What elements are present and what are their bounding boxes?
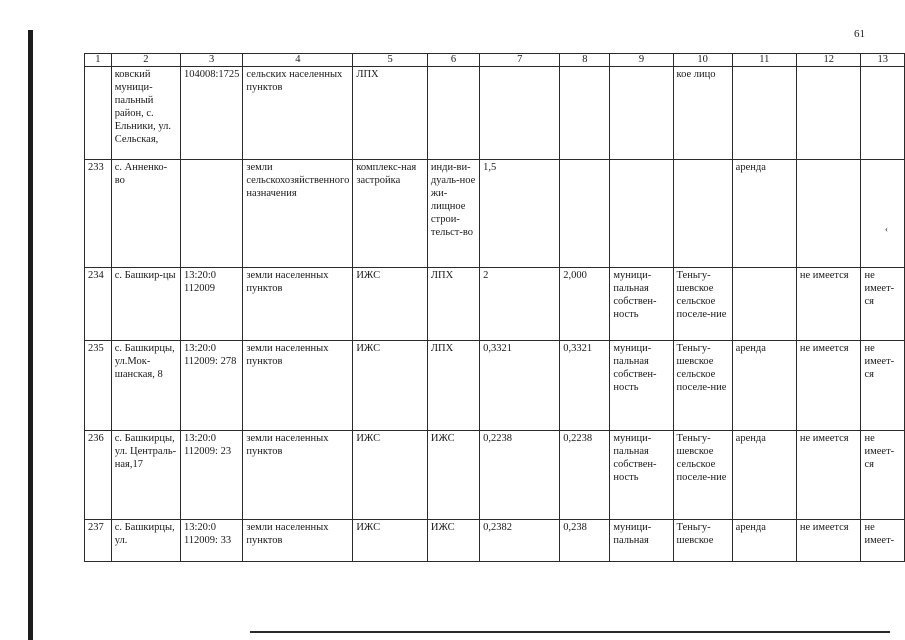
table-cell: с. Башкирцы, ул. [111, 520, 180, 562]
table-cell: не имеет-ся [861, 431, 905, 520]
table-cell: 0,2382 [480, 520, 560, 562]
column-number: 5 [353, 54, 428, 67]
table-cell: муници-пальная собствен-ность [610, 431, 673, 520]
table-cell: 13:20:0 112009: 23 [180, 431, 242, 520]
table-cell: с. Анненко-во [111, 160, 180, 268]
table-cell [85, 67, 112, 160]
table-cell: не имеется [796, 520, 861, 562]
table-cell [560, 160, 610, 268]
table-cell [861, 67, 905, 160]
table-cell: не имеется [796, 268, 861, 341]
table-cell [673, 160, 732, 268]
table-row [85, 67, 905, 160]
table-cell: 13:20:0 112009: 278 [180, 341, 242, 431]
table-cell: Теньгу-шевское сельское поселе-ние [673, 268, 732, 341]
column-number: 2 [111, 54, 180, 67]
table-cell: 0,3321 [560, 341, 610, 431]
table-cell: земли населенных пунктов [243, 520, 353, 562]
column-number: 1 [85, 54, 112, 67]
column-number: 7 [480, 54, 560, 67]
column-number: 9 [610, 54, 673, 67]
table-cell: ковский муници-пальный район, с. Ельники, ул. Сельская, [111, 67, 180, 160]
table-cell: ЛПХ [427, 341, 479, 431]
table-row [85, 341, 905, 431]
column-number: 10 [673, 54, 732, 67]
column-number: 11 [732, 54, 796, 67]
table-cell: с. Башкирцы, ул.Мок-шанская, 8 [111, 341, 180, 431]
column-number: 6 [427, 54, 479, 67]
table-cell: не имеется [796, 431, 861, 520]
table-cell: аренда [732, 520, 796, 562]
table-cell: земли населенных пунктов [243, 431, 353, 520]
table-cell: не имеет-ся [861, 268, 905, 341]
column-number: 12 [796, 54, 861, 67]
table-cell: ИЖС [427, 431, 479, 520]
table-cell: не имеет-ся [861, 341, 905, 431]
table-cell: 104008:1725 [180, 67, 242, 160]
scan-edge-bar [28, 30, 33, 640]
table-cell: 2 [480, 268, 560, 341]
table-cell: 13:20:0 112009: 33 [180, 520, 242, 562]
column-number-row [85, 54, 905, 67]
table-cell: не имеет- [861, 520, 905, 562]
table-cell: Теньгу-шевское [673, 520, 732, 562]
table-cell: с. Башкир-цы [111, 268, 180, 341]
column-number: 13 [861, 54, 905, 67]
table-row [85, 520, 905, 562]
scan-bottom-line [250, 631, 890, 633]
table-cell: аренда [732, 341, 796, 431]
table-cell: с. Башкирцы, ул. Централь-ная,17 [111, 431, 180, 520]
column-number: 4 [243, 54, 353, 67]
table-cell: земли населенных пунктов [243, 268, 353, 341]
table-cell: 234 [85, 268, 112, 341]
table-cell: 237 [85, 520, 112, 562]
table-cell: ИЖС [353, 520, 428, 562]
table-cell: 236 [85, 431, 112, 520]
table-cell: 0,238 [560, 520, 610, 562]
table-cell: 0,2238 [560, 431, 610, 520]
table-cell [427, 67, 479, 160]
table-cell [732, 67, 796, 160]
column-number: 3 [180, 54, 242, 67]
table-cell [861, 160, 905, 268]
table-cell: муници-пальная собствен-ность [610, 268, 673, 341]
table-cell: инди-ви-дуаль-ное жи-лищное строи-тельст-во [427, 160, 479, 268]
table-cell [180, 160, 242, 268]
table-cell [796, 160, 861, 268]
table-cell: ИЖС [427, 520, 479, 562]
table-cell: 0,2238 [480, 431, 560, 520]
table-cell: 13:20:0 112009 [180, 268, 242, 341]
table-cell: земли сельскохозяйственного назначения [243, 160, 353, 268]
table-cell: ИЖС [353, 268, 428, 341]
table-row [85, 431, 905, 520]
table-cell: аренда [732, 431, 796, 520]
table-cell [560, 67, 610, 160]
table-cell: ЛПХ [427, 268, 479, 341]
table-cell: комплекс-ная застройка [353, 160, 428, 268]
table-cell: сельских населенных пунктов [243, 67, 353, 160]
land-plots-table [84, 53, 905, 562]
scan-mark: ‹ [885, 224, 888, 234]
table-cell: 233 [85, 160, 112, 268]
table-cell: 2,000 [560, 268, 610, 341]
table-cell [610, 160, 673, 268]
table-cell: 235 [85, 341, 112, 431]
table-cell: Теньгу-шевское сельское поселе-ние [673, 431, 732, 520]
table-cell [610, 67, 673, 160]
table-cell: не имеется [796, 341, 861, 431]
table-cell: 0,3321 [480, 341, 560, 431]
table-cell [480, 67, 560, 160]
table-cell: муници-пальная собствен-ность [610, 341, 673, 431]
table-cell: ИЖС [353, 341, 428, 431]
table-cell: муници-пальная [610, 520, 673, 562]
table-cell: ЛПХ [353, 67, 428, 160]
table-row [85, 268, 905, 341]
column-number: 8 [560, 54, 610, 67]
table-cell [732, 268, 796, 341]
table-cell: кое лицо [673, 67, 732, 160]
table-cell: земли населенных пунктов [243, 341, 353, 431]
page-number: 61 [854, 28, 865, 40]
table-cell [796, 67, 861, 160]
table-row [85, 160, 905, 268]
table-cell: ИЖС [353, 431, 428, 520]
table-cell: 1,5 [480, 160, 560, 268]
table-cell: аренда [732, 160, 796, 268]
table-cell: Теньгу-шевское сельское поселе-ние [673, 341, 732, 431]
